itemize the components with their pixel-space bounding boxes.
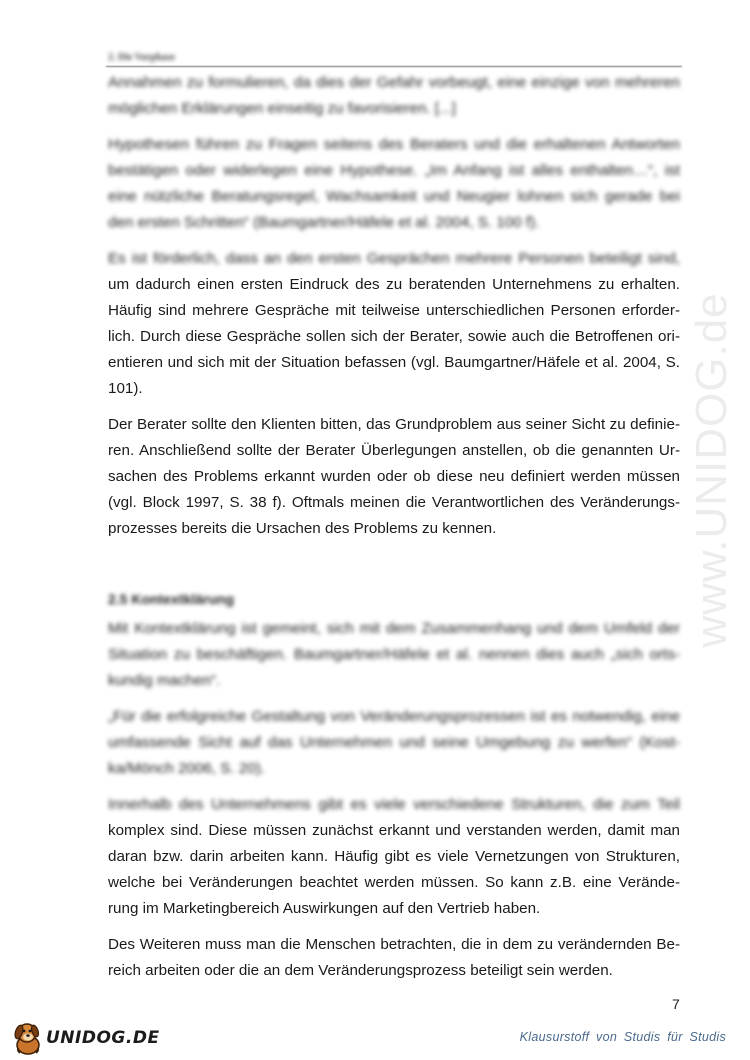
paragraph-4: Der Berater sollte den Klienten bitten, das Grundproblem aus seiner Sicht zu definieren. Anschließend sollte der Berater Überlegungen anstellen, ob die genannten Ursachen des Problems erkannt wurden oder ob diese neu definiert werden müssen (vgl. Block 1997, S. 38 f). Oftmals meinen die Verantwortlichen des Veränderungsprozesses bereits die Ursachen des Problems zu kennen. [108,416,680,537]
section-heading: 2.5 Kontextklärung [108,591,235,607]
paragraph-7-visible: komplex sind. Diese müssen zunächst erkannt und verstanden werden, damit man daran bzw. darin arbeiten kann. Häufig gibt es viele Vernetzungen von Strukturen, welche bei Veränderungen beachtet werden müssen. So kann z.B. eine Veränderung im Marketingbereich Auswirkungen auf den Vertrieb haben. [108,822,680,917]
paragraph-3-visible: um dadurch einen ersten Eindruck des zu beratenden Unternehmens zu erhalten. Häufig sind mehrere Gespräche mit teilweise unterschiedlichen Personen erforderlich. Durch diese Gespräche sollen sich der Berater, sowie auch die Betroffenen orientieren und sich mit der Situation befassen (vgl. Baumgartner/Häfele et al. 2004, S. 101). [108,276,680,397]
header-rule [106,66,682,67]
watermark: www.UNIDOG.de [687,292,736,648]
paragraph-blurred-6: „Für die erfolgreiche Gestaltung von Veränderungsprozessen ist es notwendig, eine umfassende Sicht auf das Unternehmen und seine Umgebung zu werfen“ (Kostka/Mönch 2006, S. 20). [108,708,680,777]
paragraph-7 [108,792,680,922]
page-number: 7 [672,996,680,1012]
logo-text: UNIDOG.DE [46,1028,160,1048]
paragraph-7-blurred-line: Innerhalb des Unternehmens gibt es viele verschiedene Strukturen, die zum Teil [108,796,680,813]
paragraph-blurred-1: Annahmen zu formulieren, da dies der Gefahr vorbeugt, eine einzige von mehreren möglichen Erklärungen einseitig zu favorisieren. [...] [108,74,680,117]
running-header: 2. Die Vorphase [108,52,175,63]
body-text [108,70,680,994]
footer-slogan: Klausurstoff von Studis für Studis [519,1030,726,1044]
paragraph-blurred-5: Mit Kontextklärung ist gemeint, sich mit dem Zusammenhang und dem Umfeld der Situation zu beschäftigen. Baumgartner/Häfele et al. nennen dies auch „sich ortskundig machen“. [108,620,680,689]
dog-mascot-icon [8,1018,48,1058]
paragraph-3-blurred-line: Es ist förderlich, dass an den ersten Gesprächen mehrere Personen beteiligt sind, [108,250,680,267]
unidog-logo[interactable] [8,1018,168,1058]
paragraph-blurred-2: Hypothesen führen zu Fragen seitens des Beraters und die erhaltenen Antworten bestätigen oder widerlegen eine Hypothese. „Im Anfang ist alles enthalten…“, ist eine nützliche Beratungsregel, Wachsamkeit und Neugier lohnen sich gerade bei den ersten Schritten“ (Baumgartner/Häfele et al. 2004, S. 100 f). [108,136,680,231]
section-gap [108,552,680,586]
paragraph-8: Des Weiteren muss man die Menschen betrachten, die in dem zu verändernden Bereich arbeiten oder die an dem Veränderungsprozess beteiligt sein werden. [108,936,680,979]
paragraph-3 [108,246,680,402]
